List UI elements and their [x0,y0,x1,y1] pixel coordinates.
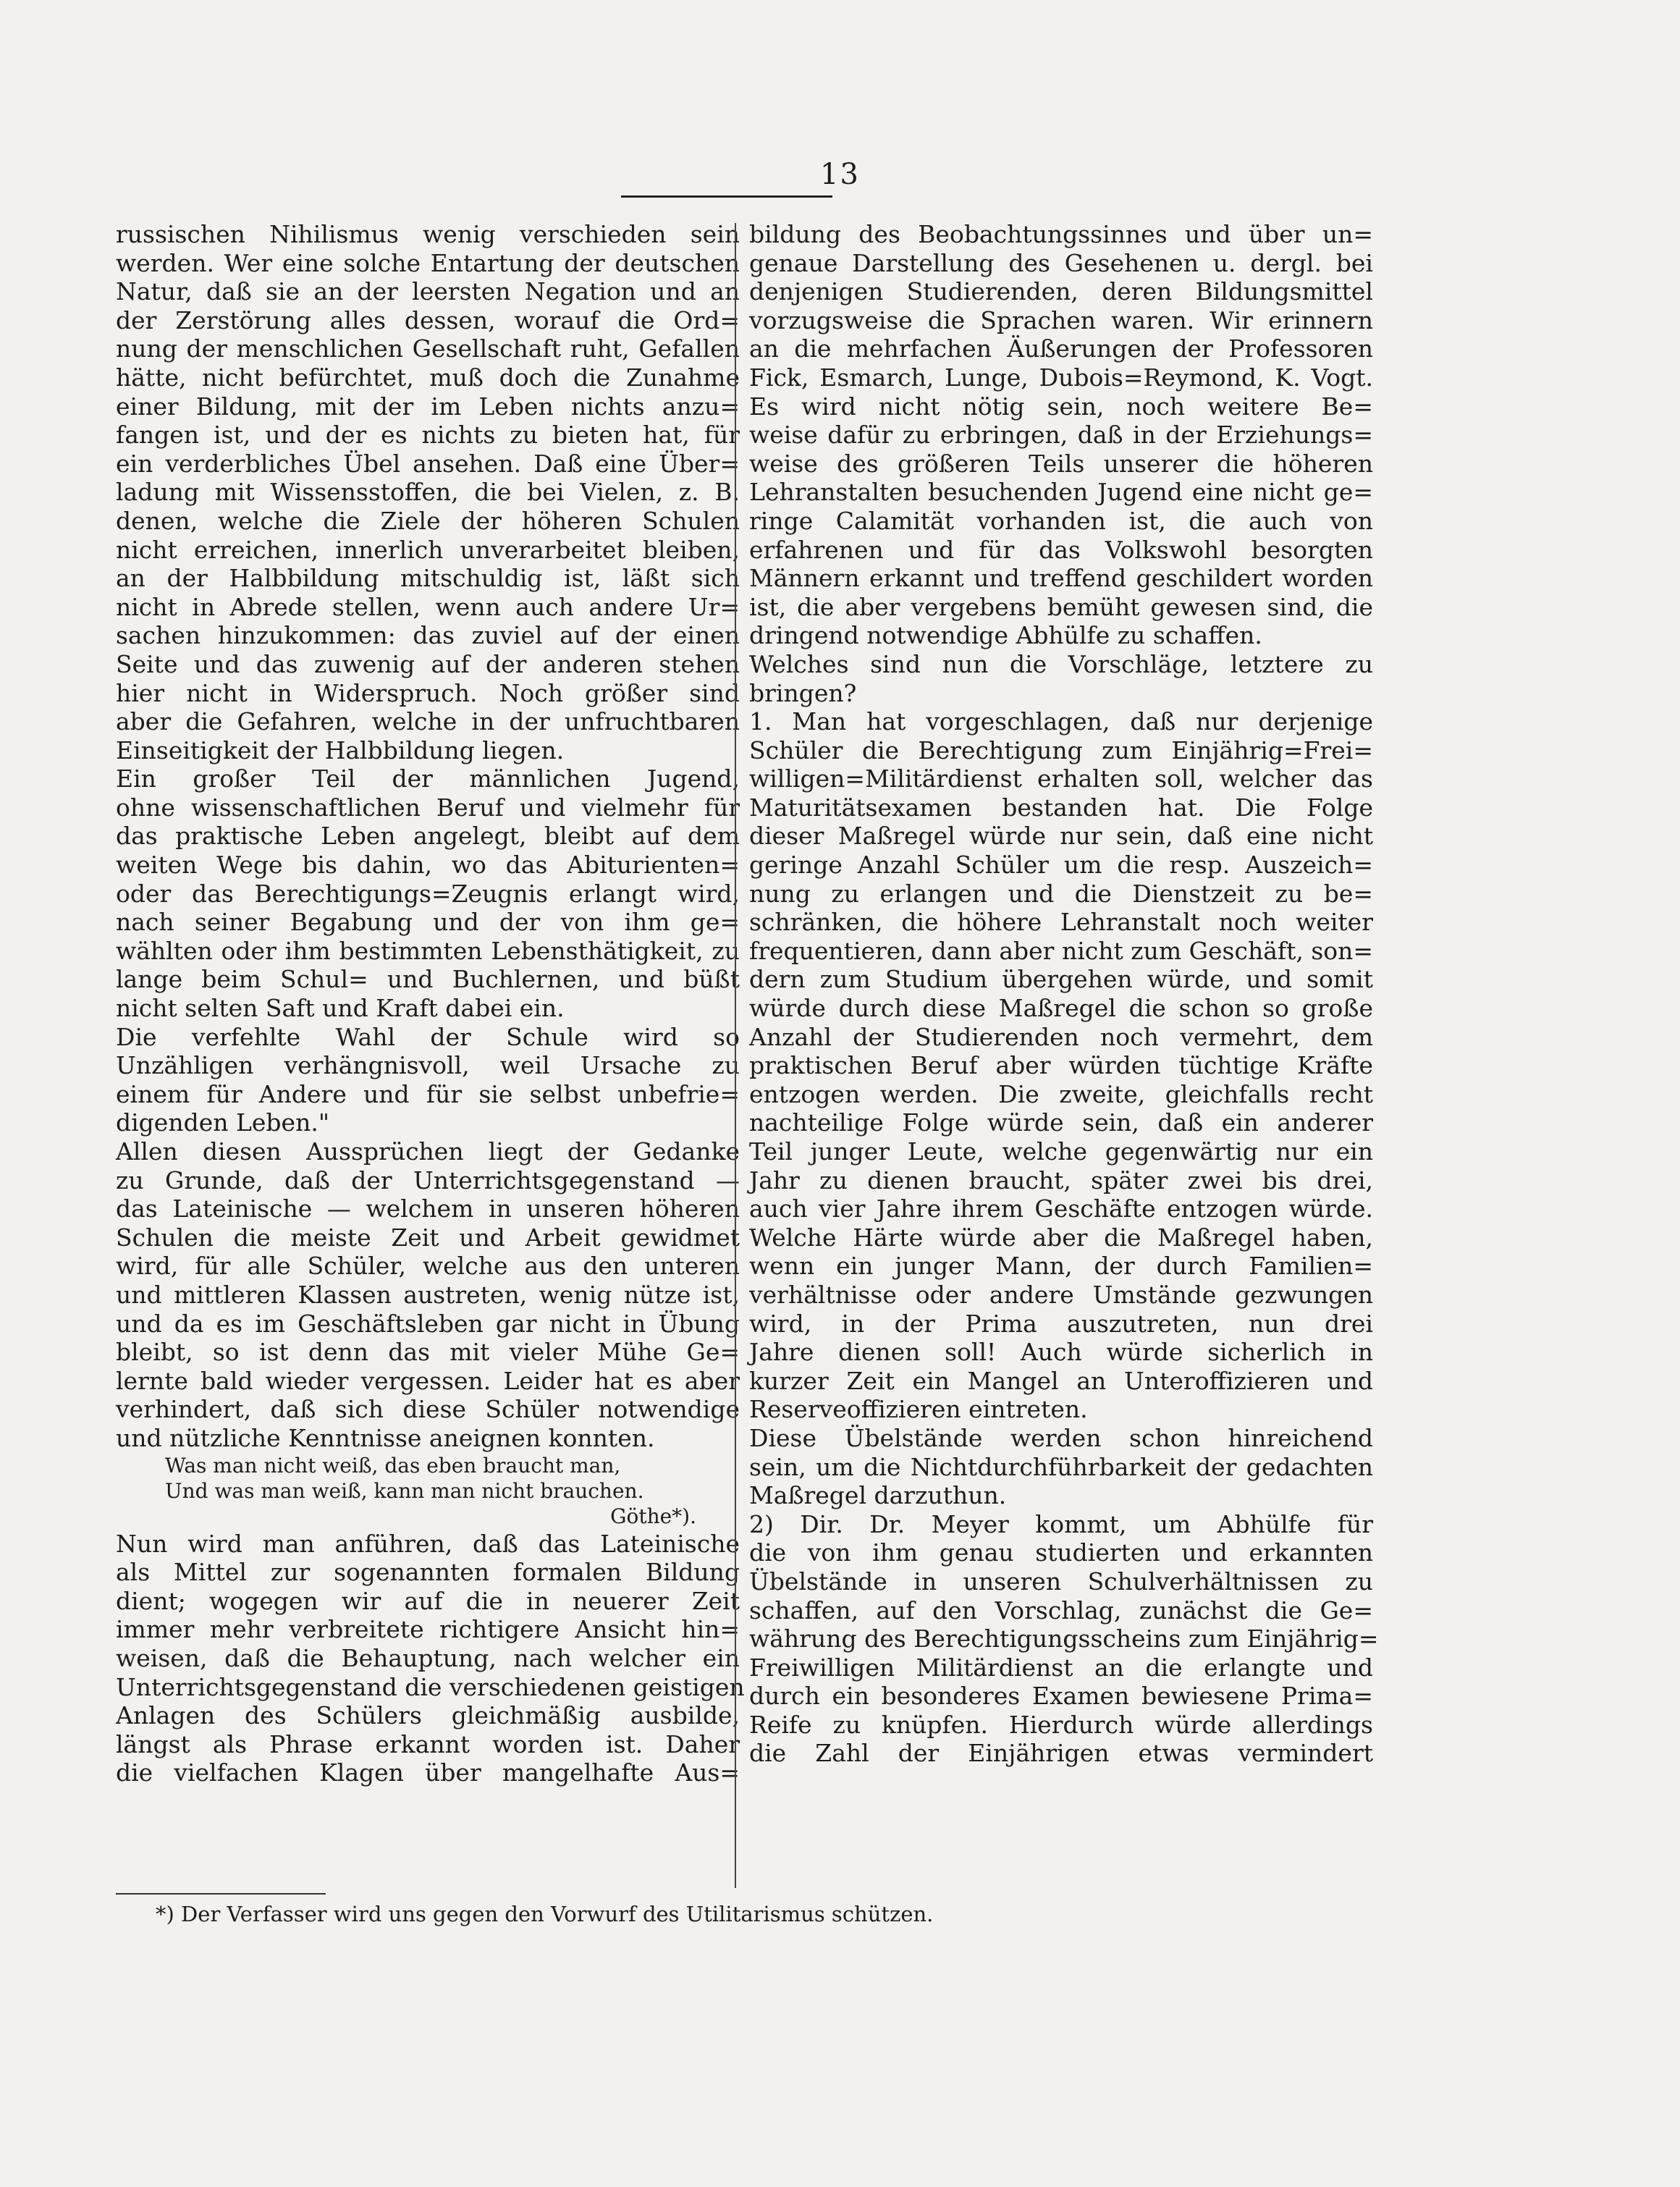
text-line: geringe Anzahl Schüler um die resp. Auszeich= [749,851,1373,880]
text-line: als Mittel zur sogenannten formalen Bildung [116,1558,740,1587]
text-line: bildung des Beobachtungssinnes und über un= [749,220,1373,248]
text-line: ringe Calamität vorhanden ist, die auch von [749,506,1373,535]
text-line: nung der menschlichen Gesellschaft ruht, Gefallen [116,334,740,363]
text-line: russischen Nihilismus wenig verschieden sein [116,220,740,248]
text-line: fangen ist, und der es nichts zu bieten hat, für [116,421,740,450]
text-line: einem für Andere und für sie selbst unbefrie= [116,1079,740,1108]
text-line: Männern erkannt und treffend geschildert worden [749,564,1373,593]
text-line: praktischen Beruf aber würden tüchtige Kräfte [749,1051,1373,1080]
footnote-rule [116,1893,326,1895]
text-line: Fick, Esmarch, Lunge, Dubois=Reymond, K. Vogt. [749,363,1373,392]
text-line: willigen=Militärdienst erhalten soll, welcher das [749,764,1373,793]
text-line: einer Bildung, mit der im Leben nichts anzu= [116,392,740,421]
text-line: Natur, daß sie an der leersten Negation und an [116,277,740,306]
text-line: ist, die aber vergebens bemüht gewesen sind, die [749,592,1373,621]
text-line: bringen? [749,678,857,707]
text-line: Einseitigkeit der Halbbildung liegen. [116,736,565,764]
text-line: Übelstände in unseren Schulverhältnissen zu [749,1567,1373,1596]
text-line: Teil junger Leute, welche gegenwärtig nur ein [749,1137,1373,1166]
text-line: durch ein besonderes Examen bewiesene Prima= [749,1682,1373,1711]
text-line: nung zu erlangen und die Dienstzeit zu be= [749,879,1373,908]
text-line: sein, um die Nichtdurchführbarkeit der gedachten [749,1452,1373,1481]
text-line: denjenigen Studierenden, deren Bildungsmittel [749,277,1373,306]
text-line: ladung mit Wissensstoffen, die bei Vielen, z. B. [116,478,740,507]
text-line: werden. Wer eine solche Entartung der deutschen [116,248,740,277]
text-line: aber die Gefahren, welche in der unfruchtbaren [116,707,740,736]
text-line: Reife zu knüpfen. Hierdurch würde allerdings [749,1710,1373,1739]
text-line: weisen, daß die Behauptung, nach welcher ein [116,1643,740,1672]
text-line: und da es im Geschäftsleben gar nicht in Übung [116,1309,740,1338]
text-line: zu Grunde, daß der Unterrichtsgegenstand — [116,1166,740,1194]
text-line: genaue Darstellung des Gesehenen u. dergl. bei [749,248,1373,277]
text-line: wählten oder ihm bestimmten Lebensthätigkeit, zu [116,936,740,965]
text-line: die vielfachen Klagen über mangelhafte Aus= [116,1758,740,1787]
text-line: der Zerstörung alles dessen, worauf die Ord= [116,305,740,334]
text-line: kurzer Zeit ein Mangel an Unteroffizieren und [749,1366,1373,1395]
text-line: nicht erreichen, innerlich unverarbeitet bleiben, [116,535,740,564]
text-line: die Zahl der Einjährigen etwas vermindert [749,1739,1373,1768]
column-divider [735,223,736,1888]
left-column [116,220,745,1787]
text-line: schaffen, auf den Vorschlag, zunächst die Ge= [749,1596,1373,1625]
text-line: dringend notwendige Abhülfe zu schaffen. [749,621,1262,650]
verse-line: Was man nicht weiß, das eben braucht man, [165,1453,621,1478]
text-line: würde durch diese Maßregel die schon so große [749,994,1373,1023]
text-line: Schüler die Berechtigung zum Einjährig=Frei= [749,736,1373,764]
text-line: Es wird nicht nötig sein, noch weitere Be= [749,392,1373,421]
text-line: Lehranstalten besuchenden Jugend eine nicht ge= [749,478,1373,507]
text-line: Jahr zu dienen braucht, später zwei bis drei, [749,1166,1373,1194]
text-line: bleibt, so ist denn das mit vieler Mühe Ge= [116,1338,740,1367]
text-line: nachteilige Folge würde sein, daß ein anderer [749,1108,1373,1137]
text-line: wird, für alle Schüler, welche aus den unteren [116,1252,740,1281]
text-line: erfahrenen und für das Volkswohl besorgten [749,535,1373,564]
text-line: Anzahl der Studierenden noch vermehrt, dem [749,1022,1373,1051]
text-line: frequentieren, dann aber nicht zum Geschäft, son= [749,936,1374,965]
text-line: Maßregel darzuthun. [749,1481,1007,1510]
text-line: Welches sind nun die Vorschläge, letztere zu [749,649,1373,678]
text-line: ein verderbliches Übel ansehen. Daß eine Über= [116,449,740,478]
text-line: lernte bald wieder vergessen. Leider hat es aber [116,1366,740,1395]
text-line: Diese Übelstände werden schon hinreichend [749,1423,1373,1452]
text-line: dern zum Studium übergehen würde, und somit [749,965,1373,994]
text-line: entzogen werden. Die zweite, gleichfalls recht [749,1079,1373,1108]
text-line: an der Halbbildung mitschuldig ist, läßt sich [116,564,740,593]
text-line: nach seiner Begabung und der von ihm ge= [116,908,740,937]
text-line: verhindert, daß sich diese Schüler notwendige [116,1395,740,1424]
page-number: 13 [820,158,860,191]
text-line: hier nicht in Widerspruch. Noch größer sind [116,678,740,707]
text-line: weiten Wege bis dahin, wo das Abiturienten= [116,851,740,880]
text-line: ohne wissenschaftlichen Beruf und vielmehr für [116,793,740,822]
text-line: weise des größeren Teils unserer die höheren [749,449,1373,478]
text-line: schränken, die höhere Lehranstalt noch weiter [749,908,1373,937]
text-line: Seite und das zuwenig auf der anderen stehen [116,649,740,678]
text-line: dieser Maßregel würde nur sein, daß eine nicht [749,822,1373,851]
text-line: nicht selten Saft und Kraft dabei ein. [116,994,565,1023]
text-line: Die verfehlte Wahl der Schule wird so [116,1022,740,1051]
text-line: Unterrichtsgegenstand die verschiedenen geistigen [116,1672,745,1701]
text-line: und mittleren Klassen austreten, wenig nütze ist, [116,1280,740,1309]
text-line: vorzugsweise die Sprachen waren. Wir erinnern [749,305,1373,334]
text-line: die von ihm genau studierten und erkannten [749,1538,1373,1567]
text-line: das praktische Leben angelegt, bleibt auf dem [116,822,740,851]
text-line: wenn ein junger Mann, der durch Familien= [749,1252,1373,1281]
text-line: 1. Man hat vorgeschlagen, daß nur derjenige [749,707,1373,736]
text-line: das Lateinische — welchem in unseren höheren [116,1194,740,1223]
text-line: lange beim Schul= und Buchlernen, und büßt [116,965,740,994]
text-line: und nützliche Kenntnisse aneignen konnten. [116,1423,655,1452]
text-line: wird, in der Prima auszutreten, nun drei [749,1309,1373,1338]
text-line: hätte, nicht befürchtet, muß doch die Zunahme [116,363,740,392]
text-line: Maturitätsexamen bestanden hat. Die Folge [749,793,1373,822]
text-line: Schulen die meiste Zeit und Arbeit gewidmet [116,1223,740,1252]
text-line: Anlagen des Schülers gleichmäßig ausbilde, [116,1701,740,1730]
footnote: *) Der Verfasser wird uns gegen den Vorwurf des Utilitarismus schützen. [156,1902,934,1926]
verse-line: Und was man weiß, kann man nicht brauchen. [165,1478,644,1503]
text-line: Nun wird man anführen, daß das Lateinische [116,1529,740,1558]
text-line: währung des Berechtigungsscheins zum Einjährig= [749,1625,1379,1653]
text-line: immer mehr verbreitete richtigere Ansicht hin= [116,1615,740,1644]
right-column [749,220,1379,1768]
text-line: oder das Berechtigungs=Zeugnis erlangt wird, [116,879,740,908]
text-line: Welche Härte würde aber die Maßregel haben, [749,1223,1373,1252]
text-line: weise dafür zu erbringen, daß in der Erziehungs= [749,421,1373,450]
text-line: digenden Leben." [116,1108,330,1137]
header-rule [621,195,832,198]
text-line: Ein großer Teil der männlichen Jugend, [116,764,740,793]
text-line: denen, welche die Ziele der höheren Schulen [116,506,740,535]
text-line: Freiwilligen Militärdienst an die erlangte und [749,1653,1373,1682]
text-line: sachen hinzukommen: das zuviel auf der einen [116,621,740,650]
text-line: an die mehrfachen Äußerungen der Professoren [749,334,1373,363]
text-line: verhältnisse oder andere Umstände gezwungen [749,1280,1373,1309]
text-line: längst als Phrase erkannt worden ist. Daher [116,1729,740,1758]
text-line: dient; wogegen wir auf die in neuerer Zeit [116,1586,740,1615]
text-line: 2) Dir. Dr. Meyer kommt, um Abhülfe für [749,1509,1373,1538]
text-line: auch vier Jahre ihrem Geschäfte entzogen würde. [749,1194,1373,1223]
text-line: Allen diesen Aussprüchen liegt der Gedanke [116,1137,740,1166]
verse-author: Göthe*). [610,1504,696,1528]
text-line: Reserveoffizieren eintreten. [749,1395,1088,1424]
text-line: Unzähligen verhängnisvoll, weil Ursache zu [116,1051,740,1080]
text-line: nicht in Abrede stellen, wenn auch andere Ur= [116,592,740,621]
text-line: Jahre dienen soll! Auch würde sicherlich in [749,1338,1373,1367]
